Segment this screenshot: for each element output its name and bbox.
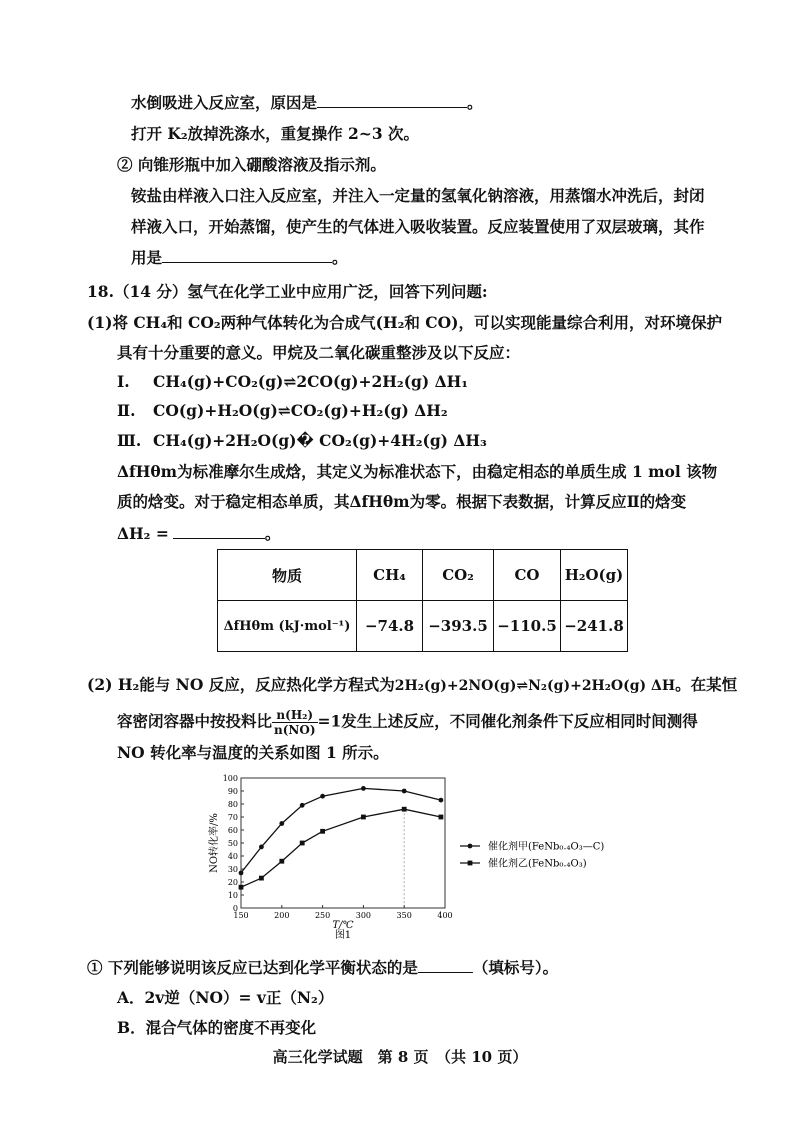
series-line-2: [241, 809, 441, 887]
y-tick-label: 70: [227, 813, 238, 822]
part-2-intro-end: 。在某恒: [675, 675, 738, 694]
data-point: [259, 845, 264, 850]
line-ammonium-2: 样液入口，开始蒸馏，使产生的气体进入吸收装置。反应装置使用了双层玻璃，其作: [131, 217, 705, 236]
no-conversion-chart: [205, 770, 625, 950]
table-cell: −110.5: [494, 601, 561, 652]
reason-text: 水倒吸进入反应室，原因是: [131, 93, 318, 112]
data-point: [239, 871, 244, 876]
answer-blank-1[interactable]: [317, 92, 467, 108]
y-tick-label: 100: [222, 774, 238, 783]
y-tick-label: 20: [227, 878, 238, 887]
x-tick-label: 400: [437, 911, 453, 920]
fraction-denominator: n(NO): [274, 723, 316, 737]
reaction-2-label: Ⅱ.: [117, 401, 136, 420]
data-point: [361, 815, 366, 820]
data-point: [402, 789, 407, 794]
page-footer: 高三化学试题 第 8 页 （共 10 页）: [272, 1048, 528, 1066]
chart-axes: [241, 778, 445, 908]
part-1-line-a: (1)将 CH₄和 CO₂两种气体转化为合成气(H₂和 CO)，可以实现能量综合利用，对环境保护: [87, 313, 722, 332]
line-open-k2: 打开 K₂放掉洗涤水，重复操作 2~3 次。: [131, 124, 420, 143]
y-tick-label: 10: [227, 891, 238, 900]
chart-caption: 图1: [334, 930, 352, 941]
data-point: [361, 786, 366, 791]
reaction-3-label: Ⅲ.: [117, 431, 142, 450]
x-tick-label: 200: [274, 911, 290, 920]
data-point: [300, 841, 305, 846]
table-header-cell: 物质: [218, 550, 357, 601]
part-2-intro: (2) H₂能与 NO 反应，反应热化学方程式为: [87, 675, 395, 694]
reaction-2: CO(g)+H₂O(g)⇌CO₂(g)+H₂(g) ΔH₂: [153, 401, 448, 420]
table-header-cell: CO₂: [423, 550, 494, 601]
series-line-1: [241, 788, 441, 873]
data-point: [279, 859, 284, 864]
plot-frame: [241, 778, 445, 908]
dh2-end: 。: [264, 524, 281, 543]
purpose-text: 用是: [131, 248, 163, 267]
data-point: [300, 803, 305, 808]
line-reason: [131, 92, 483, 113]
line-purpose: [131, 247, 348, 268]
option-b: B．混合气体的密度不再变化: [117, 1018, 317, 1037]
table-cell: −241.8: [561, 601, 628, 652]
table-header-cell: H₂O(g): [561, 550, 628, 601]
ratio-end: =1发生上述反应，不同催化剂条件下反应相同时间测得: [317, 711, 698, 731]
y-tick-label: 30: [227, 865, 238, 874]
answer-blank-dh2[interactable]: [173, 523, 265, 539]
chart-legend: [460, 840, 604, 870]
part-1-line-b: 具有十分重要的意义。甲烷及二氧化碳重整涉及以下反应：: [117, 343, 521, 362]
line-step-2: ② 向锥形瓶中加入硼酸溶液及指示剂。: [117, 155, 386, 174]
part-2-line-a: [87, 675, 737, 696]
table-header-cell: CO: [494, 550, 561, 601]
enthalpy-table: [217, 549, 628, 652]
part-2-line-b: [117, 708, 698, 737]
subquestion-1-text: ① 下列能够说明该反应已达到化学平衡状态的是: [87, 958, 418, 977]
x-tick-label: 250: [314, 911, 331, 920]
subquestion-1-end: （填标号）。: [472, 958, 559, 977]
x-tick-label: 350: [396, 911, 412, 920]
y-tick-label: 0: [232, 904, 238, 913]
x-tick-label: 150: [233, 911, 249, 920]
dh2-label: ΔH₂ =: [117, 524, 169, 543]
purpose-end: 。: [332, 248, 348, 267]
y-tick-label: 60: [227, 826, 238, 835]
answer-blank-3[interactable]: [418, 957, 473, 973]
definition-line-3: [117, 523, 280, 544]
table-header-cell: CH₄: [357, 550, 423, 601]
reaction-1-label: I.: [117, 372, 130, 391]
no-reaction-equation: 2H₂(g)+2NO(g)⇌N₂(g)+2H₂O(g) ΔH: [394, 678, 676, 694]
ratio-intro: 容密闭容器中按投料比: [117, 711, 273, 731]
reaction-1: CH₄(g)+CO₂(g)⇌2CO(g)+2H₂(g) ΔH₁: [153, 372, 469, 391]
option-a: A．2v逆（NO）= v正（N₂）: [117, 988, 334, 1007]
data-point: [402, 807, 407, 812]
subquestion-1: [87, 957, 558, 978]
reaction-3: CH₄(g)+2H₂O(g)� CO₂(g)+4H₂(g) ΔH₃: [153, 431, 487, 450]
legend-marker: [468, 844, 473, 849]
table-header-row: [218, 550, 628, 601]
part-2-line-c: NO 转化率与温度的关系如图 1 所示。: [117, 743, 389, 762]
feed-ratio-fraction: [272, 708, 318, 737]
data-point: [439, 798, 444, 803]
table-cell: −393.5: [423, 601, 494, 652]
y-tick-label: 50: [227, 839, 238, 848]
fraction-numerator: n(H₂): [272, 708, 318, 723]
data-point: [320, 829, 325, 834]
data-point: [320, 794, 325, 799]
data-point: [279, 821, 284, 826]
chart-ticks: [223, 774, 453, 920]
line-ammonium-1: 铵盐由样液入口注入反应室，并注入一定量的氢氧化钠溶液，用蒸馏水冲洗后，封闭: [131, 186, 705, 205]
table-row-label: ΔfHθm (kJ·mol⁻¹): [218, 601, 357, 652]
definition-line-1: ΔfHθm为标准摩尔生成焓，其定义为标准状态下，由稳定相态的单质生成 1 mol 该物: [117, 462, 718, 481]
reason-end: 。: [467, 93, 483, 112]
data-point: [239, 885, 244, 890]
table-cell: −74.8: [357, 601, 423, 652]
x-axis-label: T/℃: [332, 920, 354, 931]
data-point: [259, 876, 264, 881]
legend-label: 催化剂乙(FeNb₀.₄O₃): [488, 858, 587, 870]
legend-label: 催化剂甲(FeNb₀.₄O₃—C): [488, 841, 605, 853]
definition-line-2: 质的焓变。对于稳定相态单质，其ΔfHθm为零。根据下表数据，计算反应Ⅱ的焓变: [117, 492, 687, 511]
table-row: [218, 601, 628, 652]
y-tick-label: 90: [227, 787, 238, 796]
question-18-title: 18.（14 分）氢气在化学工业中应用广泛，回答下列问题:: [87, 282, 488, 301]
data-point: [439, 815, 444, 820]
y-axis-label: NO转化率/%: [209, 813, 220, 873]
chart-series: [239, 786, 444, 890]
y-tick-label: 40: [227, 852, 238, 861]
answer-blank-2[interactable]: [162, 247, 332, 263]
x-tick-label: 300: [355, 911, 372, 920]
y-tick-label: 80: [227, 800, 238, 809]
legend-marker: [468, 861, 473, 866]
